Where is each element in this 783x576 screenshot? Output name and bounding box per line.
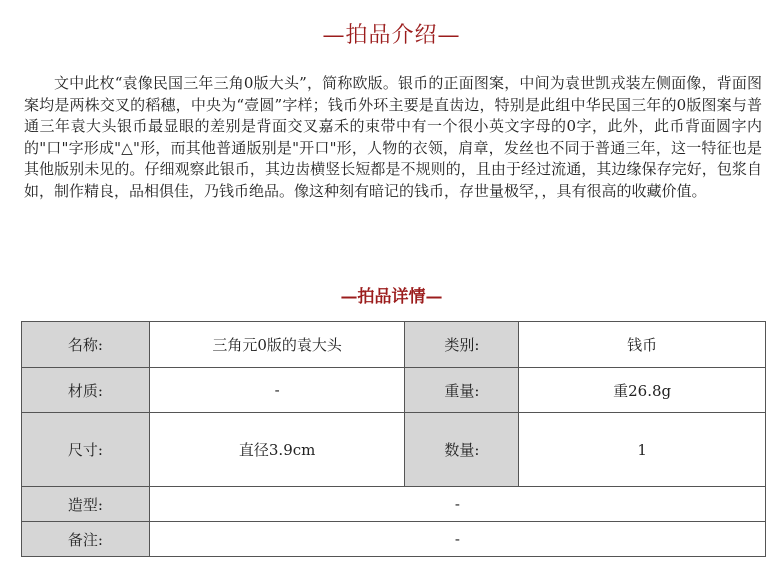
section-title-intro: —拍品介绍— (322, 23, 461, 48)
weight-label: 重量: (405, 368, 519, 413)
shape-label: 造型: (22, 487, 150, 522)
remark-value: - (149, 522, 765, 557)
table-row-shape (22, 487, 766, 522)
category-value: 钱币 (519, 322, 766, 368)
intro-paragraph: 文中此枚“袁像民国三年三角0版大头”，简称欧版。银币的正面图案，中间为袁世凯戎装左侧面像，背面图案均是两株交叉的稻穗，中央为“壹圆”字样；钱币外环主要是直齿边，特别是此组中华民国三年的0版图案与普通三年袁大头银币最显眼的差别是背面交叉嘉禾的束带中有一个很小英文字母的0字，此外，此币背面圆字内的"口"字形成"△"形，而其他普通版别是"开口"形，人物的衣领，肩章，发丝也不同于普通三年，这一特征也是其他版别未见的。仔细观察此银币，其边齿横竖长短都是不规则的，且由于经过流通，其边缘保存完好，包浆自如，制作精良，品相俱佳，乃钱币绝品。像这种刻有暗记的钱币，存世量极罕，，具有很高的收藏价值。 (24, 74, 762, 200)
details-table (21, 321, 766, 557)
shape-value: - (149, 487, 765, 522)
size-label: 尺寸: (22, 413, 150, 487)
weight-value: 重26.8g (519, 368, 766, 413)
name-label: 名称: (22, 322, 150, 368)
category-label: 类别: (405, 322, 519, 368)
remark-label: 备注: (22, 522, 150, 557)
size-value: 直径3.9cm (149, 413, 405, 487)
material-value: - (149, 368, 405, 413)
material-label: 材质: (22, 368, 150, 413)
table-row-remark (22, 522, 766, 557)
quantity-label: 数量: (405, 413, 519, 487)
section-title-details: —拍品详情— (340, 287, 443, 307)
table-row-size (22, 413, 766, 487)
table-row-material (22, 368, 766, 413)
quantity-value: 1 (519, 413, 766, 487)
name-value: 三角元0版的袁大头 (149, 322, 405, 368)
table-row-name (22, 322, 766, 368)
